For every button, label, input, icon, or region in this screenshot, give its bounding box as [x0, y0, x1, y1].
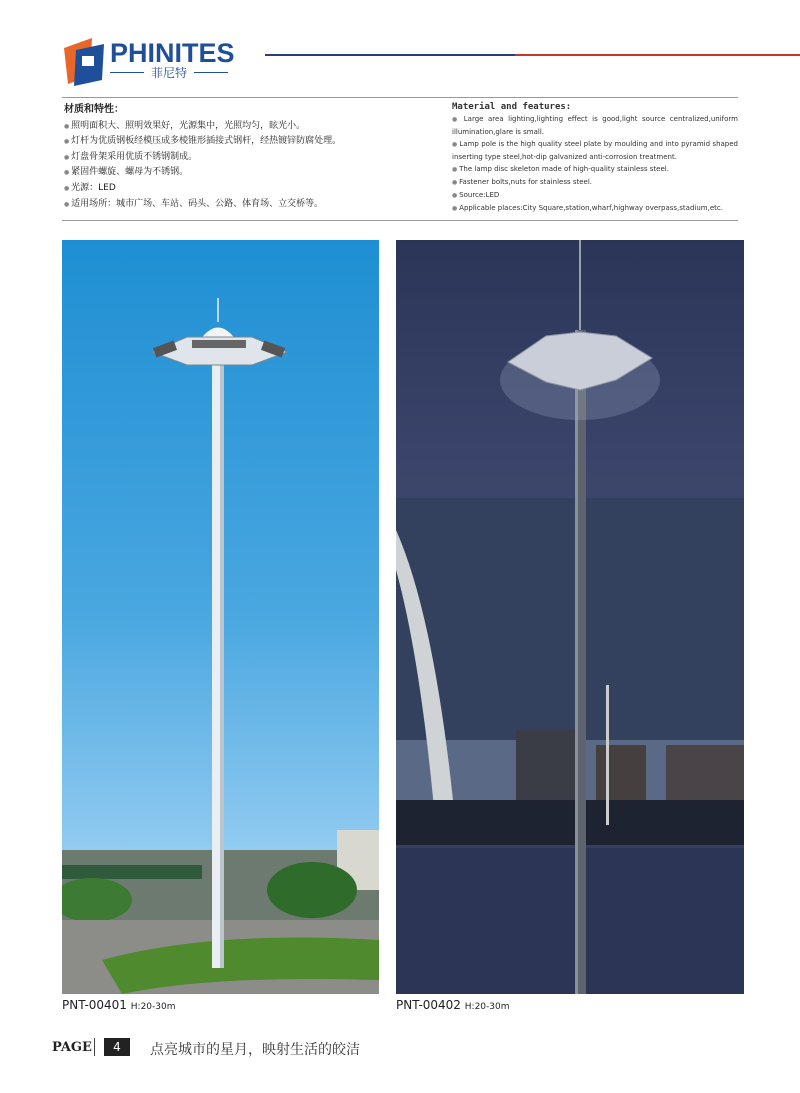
divider-top [62, 97, 738, 98]
features-en-title: Material and features: [452, 102, 572, 112]
footer-separator [94, 1038, 95, 1056]
page-number: 4 [104, 1038, 130, 1056]
feature-cn-item: ● 照明面积大、照明效果好，光源集中，光照均匀，眩光小。 [64, 119, 434, 135]
feature-en-item: ● Source:LED [452, 189, 738, 202]
product-height: H:20-30m [130, 1002, 176, 1012]
header-line-red [515, 54, 800, 56]
header-line-blue [265, 54, 515, 56]
product-caption-2 [396, 998, 510, 1012]
feature-cn-item: ● 适用场所：城市广场、车站、码头、公路、体育场、立交桥等。 [64, 197, 434, 213]
features-cn-title: 材质和特性： [64, 104, 124, 115]
feature-cn-item: ● 灯杆为优质钢板经模压成多棱锥形插接式钢杆，经热镀锌防腐处理。 [64, 134, 434, 150]
feature-en-item: ● Large area lighting,lighting effect is good,light source centralized,uniform illumination,glare is small. [452, 113, 738, 138]
footer-page-label: PAGE [52, 1040, 92, 1055]
product-code: PNT-00401 [62, 998, 127, 1012]
product-code: PNT-00402 [396, 998, 461, 1012]
features-cn [64, 102, 434, 212]
divider-bottom [62, 220, 738, 221]
product-height: H:20-30m [464, 1002, 510, 1012]
product-caption-1 [62, 998, 176, 1012]
feature-en-item: ● The lamp disc skeleton made of high-quality stainless steel. [452, 163, 738, 176]
feature-cn-item: ● 光源：LED [64, 181, 434, 197]
product-photo-night [396, 240, 744, 994]
feature-cn-item: ● 紧固件螺旋、螺母为不锈钢。 [64, 165, 434, 181]
feature-cn-item: ● 灯盘骨架采用优质不锈钢制成。 [64, 150, 434, 166]
brand-logo-mark [62, 36, 106, 86]
feature-en-item: ● Applicable places:City Square,station,wharf,highway overpass,stadium,etc. [452, 202, 738, 215]
features-en [452, 102, 738, 215]
feature-en-item: ● Fastener bolts,nuts for stainless steel. [452, 176, 738, 189]
feature-en-item: ● Lamp pole is the high quality steel plate by moulding and into pyramid shaped inserting type steel,hot-dip galvanized anti-corrosion treatment. [452, 138, 738, 163]
footer-slogan: 点亮城市的星月，映射生活的皎洁 [150, 1042, 360, 1058]
brand-name: PHINITES [110, 38, 235, 68]
brand-name-cn: 菲尼特 [110, 64, 228, 81]
product-photo-day [62, 240, 379, 994]
